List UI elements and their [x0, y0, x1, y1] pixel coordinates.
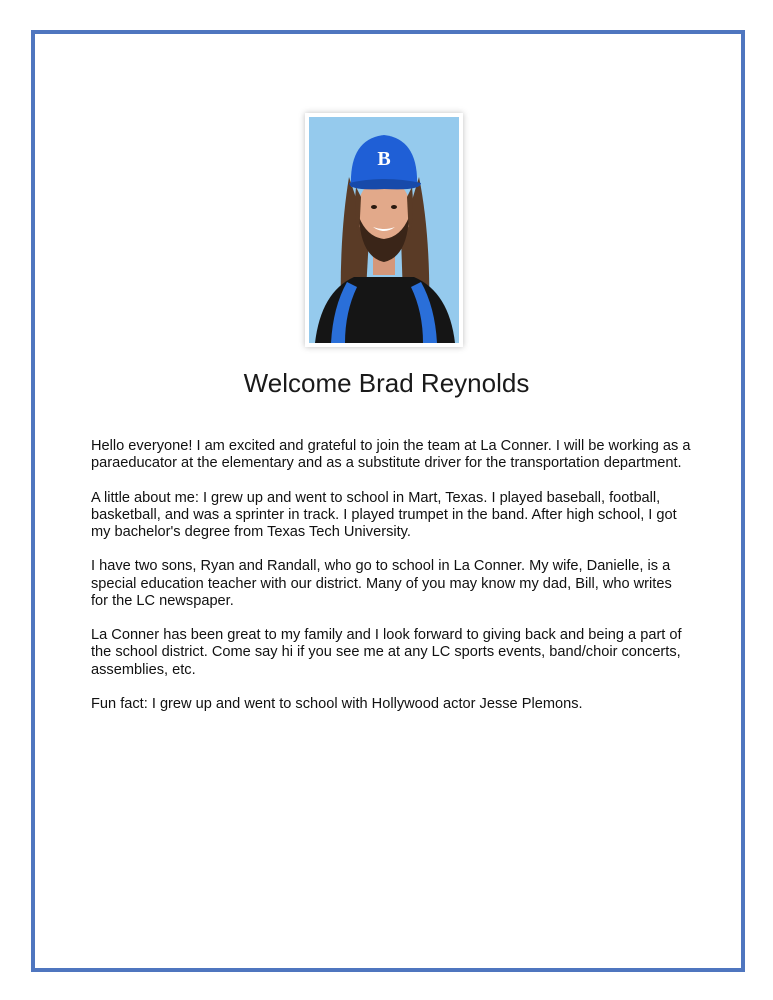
paragraph-family: I have two sons, Ryan and Randall, who go to school in La Conner. My wife, Danielle, is a special education teacher with our district. Many of you may know my dad, Bill, who writes for the LC newspaper. [91, 558, 672, 609]
portrait-illustration [309, 117, 459, 343]
letter-body [91, 438, 691, 730]
paragraph-intro: Hello everyone! I am excited and grateful to join the team at La Conner. I will be working as a paraeducator at the elementary and as a substitute driver for the transportation department. [91, 438, 691, 472]
paragraph-background: A little about me: I grew up and went to school in Mart, Texas. I played baseball, football, basketball, and was a sprinter in track. I played trumpet in the band. After high school, I got my bachelor's degree from Texas Tech University. [91, 489, 677, 540]
portrait-photo [305, 113, 463, 347]
page-title: Welcome Brad Reynolds [243, 368, 530, 398]
cap-letter: B [377, 148, 391, 170]
paragraph-fun-fact: Fun fact: I grew up and went to school with Hollywood actor Jesse Plemons. [91, 695, 583, 712]
paragraph-community: La Conner has been great to my family and I look forward to giving back and being a part of the school district. Come say hi if you see me at any LC sports events, band/choir concerts, assemblies, etc. [91, 627, 682, 678]
